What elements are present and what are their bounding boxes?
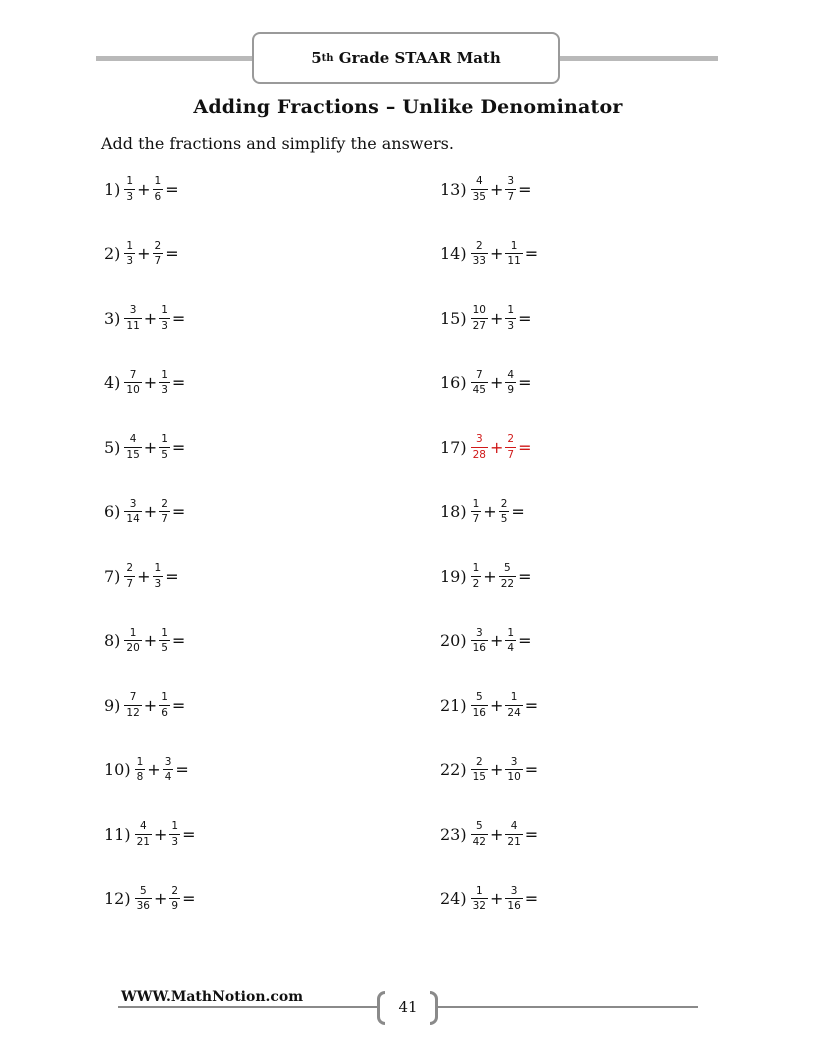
first-fraction	[124, 692, 141, 718]
second-fraction-denominator: 21	[507, 835, 521, 848]
first-fraction-numerator: 1	[472, 497, 480, 510]
second-fraction	[169, 886, 180, 912]
header-grade: 5	[311, 49, 322, 67]
first-fraction-numerator: 3	[129, 304, 137, 316]
first-fraction-denominator: 27	[472, 319, 486, 332]
problem-number: 19)	[440, 566, 467, 586]
second-fraction-numerator: 2	[500, 497, 508, 510]
first-fraction-numerator: 5	[475, 691, 483, 703]
problem-expression	[470, 563, 517, 589]
second-fraction-denominator: 4	[507, 642, 515, 654]
problem-number: 6)	[104, 502, 121, 521]
problem-number: 5)	[104, 437, 121, 457]
first-fraction-denominator: 42	[472, 835, 486, 848]
plus-sign: +	[489, 179, 504, 199]
problem-expression	[123, 563, 164, 589]
plus-sign: +	[489, 308, 504, 328]
second-fraction	[505, 692, 522, 718]
second-fraction	[159, 692, 170, 718]
problem-expression	[123, 305, 170, 331]
problem-number: 11)	[104, 824, 131, 844]
equals-sign: =	[182, 889, 196, 908]
plus-sign: +	[137, 244, 151, 263]
page-number: 41	[398, 998, 418, 1016]
first-fraction-numerator: 2	[475, 239, 483, 252]
first-fraction	[124, 241, 135, 267]
footer-rule-right	[436, 1006, 698, 1008]
first-fraction-numerator: 1	[129, 626, 137, 639]
problem-number: 2)	[104, 244, 121, 263]
first-fraction-numerator: 3	[475, 626, 483, 639]
equals-sign: =	[165, 566, 179, 586]
header-banner	[252, 32, 560, 84]
first-fraction-numerator: 1	[136, 755, 144, 768]
problem-expression	[134, 757, 175, 783]
equals-sign: =	[524, 244, 539, 263]
problem	[440, 556, 532, 596]
equals-sign: =	[524, 695, 539, 715]
equals-sign: =	[518, 631, 532, 650]
equals-sign: =	[524, 824, 539, 844]
plus-sign: +	[489, 437, 504, 457]
first-fraction-numerator: 2	[126, 562, 134, 574]
first-fraction	[471, 628, 488, 654]
second-fraction-denominator: 3	[154, 577, 162, 590]
first-fraction-denominator: 7	[126, 577, 134, 590]
second-fraction	[505, 886, 522, 912]
first-fraction-denominator: 45	[472, 384, 486, 396]
problem	[104, 234, 180, 274]
first-fraction	[471, 305, 488, 331]
first-fraction	[471, 176, 488, 202]
first-fraction-denominator: 35	[472, 190, 486, 203]
plus-sign: +	[143, 695, 158, 715]
problem	[440, 234, 539, 274]
second-fraction	[505, 241, 522, 267]
plus-sign: +	[489, 244, 504, 263]
second-fraction-numerator: 1	[510, 239, 518, 252]
header-grade-suffix: th	[321, 52, 334, 64]
first-fraction-denominator: 8	[136, 771, 144, 783]
plus-sign: +	[483, 502, 497, 521]
second-fraction-numerator: 5	[504, 562, 511, 574]
second-fraction	[499, 499, 510, 525]
plus-sign: +	[489, 889, 504, 908]
problem-number: 8)	[104, 631, 121, 650]
second-fraction-numerator: 3	[164, 755, 172, 768]
problem-expression	[470, 692, 524, 718]
second-fraction-numerator: 1	[161, 433, 168, 445]
second-fraction-denominator: 10	[507, 771, 521, 783]
problem-number: 9)	[104, 695, 121, 715]
plus-sign: +	[489, 760, 504, 779]
first-fraction-denominator: 16	[472, 642, 486, 654]
second-fraction-numerator: 1	[161, 368, 168, 381]
first-fraction-denominator: 3	[126, 255, 134, 267]
first-fraction	[471, 241, 488, 267]
page-bracket-left	[377, 991, 385, 1025]
first-fraction-denominator: 10	[126, 384, 140, 396]
second-fraction-numerator: 2	[161, 497, 168, 510]
problem	[440, 750, 539, 790]
problem-expression	[470, 305, 517, 331]
plus-sign: +	[143, 631, 158, 650]
problem	[104, 169, 180, 209]
problem-number: 10)	[104, 760, 131, 779]
problem-number: 14)	[440, 244, 467, 263]
footer-website: WWW.MathNotion.com	[121, 989, 304, 1005]
plus-sign: +	[489, 824, 504, 844]
first-fraction	[135, 757, 146, 783]
equals-sign: =	[182, 824, 196, 844]
problem-number: 7)	[104, 566, 121, 586]
equals-sign: =	[518, 308, 532, 328]
equals-sign: =	[171, 695, 186, 715]
first-fraction-denominator: 12	[126, 706, 140, 719]
equals-sign: =	[171, 437, 186, 457]
problem-expression	[470, 628, 517, 654]
problem-number: 17)	[440, 437, 467, 457]
second-fraction-numerator: 1	[171, 820, 179, 832]
first-fraction-numerator: 1	[472, 562, 480, 574]
problem	[440, 685, 539, 725]
plus-sign: +	[483, 566, 497, 586]
second-fraction-numerator: 4	[507, 368, 515, 381]
problem	[104, 750, 190, 790]
second-fraction	[163, 757, 174, 783]
problem	[104, 814, 196, 854]
first-fraction-denominator: 11	[126, 319, 140, 332]
problem-number: 12)	[104, 889, 131, 908]
second-fraction-denominator: 3	[161, 384, 168, 396]
problem-expression	[470, 241, 524, 267]
first-fraction	[471, 821, 488, 847]
problem-number: 23)	[440, 824, 467, 844]
problem	[440, 879, 539, 919]
second-fraction-numerator: 1	[507, 304, 515, 316]
plus-sign: +	[143, 502, 158, 521]
first-fraction-numerator: 10	[472, 304, 486, 316]
first-fraction-numerator: 7	[129, 368, 137, 381]
second-fraction-denominator: 3	[171, 835, 179, 848]
first-fraction-numerator: 7	[475, 368, 483, 381]
first-fraction-denominator: 33	[472, 255, 486, 267]
first-fraction	[124, 434, 141, 460]
problem	[104, 879, 196, 919]
problem	[104, 492, 186, 532]
problem-expression	[123, 370, 170, 396]
equals-sign: =	[518, 373, 532, 392]
problem	[104, 556, 180, 596]
header-rule-right	[560, 56, 718, 61]
problem	[440, 169, 532, 209]
worksheet-instructions: Add the fractions and simplify the answers.	[101, 134, 454, 153]
second-fraction	[159, 434, 170, 460]
problem-number: 20)	[440, 631, 467, 650]
plus-sign: +	[147, 760, 161, 779]
problem	[104, 298, 186, 338]
problem-expression	[134, 821, 181, 847]
second-fraction-numerator: 2	[171, 884, 179, 897]
second-fraction-denominator: 3	[507, 319, 515, 332]
second-fraction-denominator: 7	[507, 190, 515, 203]
header-text: Grade STAAR Math	[333, 49, 501, 67]
problem-expression	[470, 499, 511, 525]
second-fraction	[153, 563, 164, 589]
first-fraction-denominator: 16	[472, 706, 486, 719]
second-fraction	[159, 305, 170, 331]
first-fraction	[124, 370, 141, 396]
first-fraction	[124, 176, 135, 202]
first-fraction-denominator: 21	[136, 835, 150, 848]
first-fraction-numerator: 4	[475, 175, 483, 187]
second-fraction-denominator: 9	[171, 900, 179, 912]
problem-number: 16)	[440, 373, 467, 392]
second-fraction-numerator: 1	[154, 175, 162, 187]
problem-expression	[470, 886, 524, 912]
header-rule-left	[96, 56, 254, 61]
first-fraction-numerator: 1	[475, 884, 483, 897]
problem	[440, 363, 532, 403]
second-fraction	[159, 499, 170, 525]
page-bracket-right	[430, 991, 438, 1025]
problem-number: 13)	[440, 179, 467, 199]
first-fraction-denominator: 2	[472, 577, 480, 590]
first-fraction-denominator: 20	[126, 642, 140, 654]
second-fraction-numerator: 4	[510, 820, 518, 832]
problem-expression	[470, 434, 517, 460]
equals-sign: =	[518, 566, 532, 586]
problem-expression	[123, 176, 164, 202]
problem-expression	[123, 628, 170, 654]
problem	[440, 814, 539, 854]
second-fraction-denominator: 3	[161, 319, 168, 332]
first-fraction-numerator: 3	[475, 433, 483, 445]
plus-sign: +	[153, 889, 168, 908]
plus-sign: +	[137, 566, 151, 586]
problem-expression	[123, 434, 170, 460]
second-fraction-numerator: 1	[510, 691, 518, 703]
second-fraction-denominator: 5	[161, 448, 168, 461]
second-fraction-denominator: 6	[161, 706, 168, 719]
second-fraction-denominator: 16	[507, 900, 521, 912]
second-fraction	[505, 370, 516, 396]
problem	[104, 621, 186, 661]
second-fraction-numerator: 1	[161, 691, 168, 703]
first-fraction-numerator: 4	[129, 433, 137, 445]
equals-sign: =	[171, 308, 186, 328]
first-fraction	[471, 757, 488, 783]
first-fraction	[135, 886, 152, 912]
first-fraction-denominator: 3	[126, 190, 134, 203]
second-fraction-numerator: 3	[507, 175, 515, 187]
problem	[104, 685, 186, 725]
problem-number: 1)	[104, 179, 121, 199]
first-fraction	[124, 305, 141, 331]
second-fraction	[159, 370, 170, 396]
second-fraction	[505, 176, 516, 202]
second-fraction-denominator: 22	[500, 577, 515, 590]
second-fraction	[169, 821, 180, 847]
problem-number: 15)	[440, 308, 467, 328]
second-fraction	[499, 563, 516, 589]
equals-sign: =	[171, 631, 186, 650]
second-fraction-denominator: 7	[507, 448, 515, 461]
first-fraction-numerator: 1	[126, 239, 134, 252]
first-fraction-numerator: 7	[129, 691, 137, 703]
problem-expression	[470, 370, 517, 396]
problem	[440, 298, 532, 338]
problem-number: 3)	[104, 308, 121, 328]
equals-sign: =	[524, 760, 539, 779]
second-fraction-denominator: 4	[164, 771, 172, 783]
problem-number: 22)	[440, 760, 467, 779]
second-fraction	[505, 821, 522, 847]
second-fraction-denominator: 11	[507, 255, 521, 267]
second-fraction	[505, 434, 516, 460]
first-fraction	[124, 628, 141, 654]
problem-number: 24)	[440, 889, 467, 908]
first-fraction-denominator: 15	[472, 771, 486, 783]
first-fraction	[124, 563, 135, 589]
problem-number: 4)	[104, 373, 121, 392]
plus-sign: +	[143, 308, 158, 328]
equals-sign: =	[171, 373, 186, 392]
problem-expression	[470, 176, 517, 202]
equals-sign: =	[175, 760, 189, 779]
first-fraction	[471, 886, 488, 912]
first-fraction-denominator: 32	[472, 900, 486, 912]
second-fraction-denominator: 9	[507, 384, 515, 396]
plus-sign: +	[153, 824, 168, 844]
equals-sign: =	[524, 889, 539, 908]
second-fraction	[153, 241, 164, 267]
first-fraction-numerator: 5	[139, 884, 147, 897]
second-fraction	[505, 757, 522, 783]
footer-rule-left	[118, 1006, 380, 1008]
first-fraction	[135, 821, 152, 847]
second-fraction-numerator: 2	[507, 433, 515, 445]
problem	[104, 363, 186, 403]
second-fraction-denominator: 7	[161, 513, 168, 525]
problem-expression	[470, 757, 524, 783]
second-fraction-numerator: 1	[161, 304, 168, 316]
first-fraction-numerator: 1	[126, 175, 134, 187]
problem	[440, 492, 526, 532]
first-fraction	[471, 434, 488, 460]
first-fraction-numerator: 2	[475, 755, 483, 768]
problem-expression	[470, 821, 524, 847]
equals-sign: =	[165, 179, 179, 199]
first-fraction	[471, 692, 488, 718]
second-fraction	[505, 305, 516, 331]
second-fraction	[159, 628, 170, 654]
plus-sign: +	[489, 373, 504, 392]
second-fraction-denominator: 7	[154, 255, 162, 267]
problem-expression	[134, 886, 181, 912]
second-fraction-denominator: 6	[154, 190, 162, 203]
problem	[440, 621, 532, 661]
plus-sign: +	[143, 373, 158, 392]
second-fraction-numerator: 3	[510, 755, 518, 768]
problem	[104, 427, 186, 467]
plus-sign: +	[143, 437, 158, 457]
plus-sign: +	[489, 695, 504, 715]
second-fraction-numerator: 1	[507, 626, 515, 639]
second-fraction	[505, 628, 516, 654]
second-fraction-denominator: 24	[507, 706, 521, 719]
first-fraction	[471, 370, 488, 396]
first-fraction	[471, 563, 482, 589]
second-fraction-denominator: 5	[500, 513, 508, 525]
problem-number: 18)	[440, 502, 467, 521]
first-fraction-numerator: 5	[475, 820, 483, 832]
equals-sign: =	[165, 244, 179, 263]
second-fraction-numerator: 1	[161, 626, 168, 639]
equals-sign: =	[511, 502, 525, 521]
second-fraction-denominator: 5	[161, 642, 168, 654]
second-fraction-numerator: 2	[154, 239, 162, 252]
plus-sign: +	[137, 179, 151, 199]
first-fraction	[124, 499, 141, 525]
problem-expression	[123, 241, 164, 267]
first-fraction-numerator: 4	[139, 820, 147, 832]
first-fraction-denominator: 7	[472, 513, 480, 525]
second-fraction-numerator: 1	[154, 562, 162, 574]
first-fraction-denominator: 15	[126, 448, 140, 461]
problem	[440, 427, 532, 467]
second-fraction	[153, 176, 164, 202]
first-fraction	[471, 499, 482, 525]
plus-sign: +	[489, 631, 504, 650]
equals-sign: =	[518, 179, 532, 199]
problem-expression	[123, 692, 170, 718]
first-fraction-numerator: 3	[129, 497, 137, 510]
second-fraction-numerator: 3	[510, 884, 518, 897]
problem-expression	[123, 499, 170, 525]
equals-sign: =	[171, 502, 186, 521]
problem-number: 21)	[440, 695, 467, 715]
first-fraction-denominator: 14	[126, 513, 140, 525]
equals-sign: =	[518, 437, 532, 457]
worksheet-title: Adding Fractions – Unlike Denominator	[193, 96, 623, 118]
first-fraction-denominator: 28	[472, 448, 486, 461]
first-fraction-denominator: 36	[136, 900, 150, 912]
